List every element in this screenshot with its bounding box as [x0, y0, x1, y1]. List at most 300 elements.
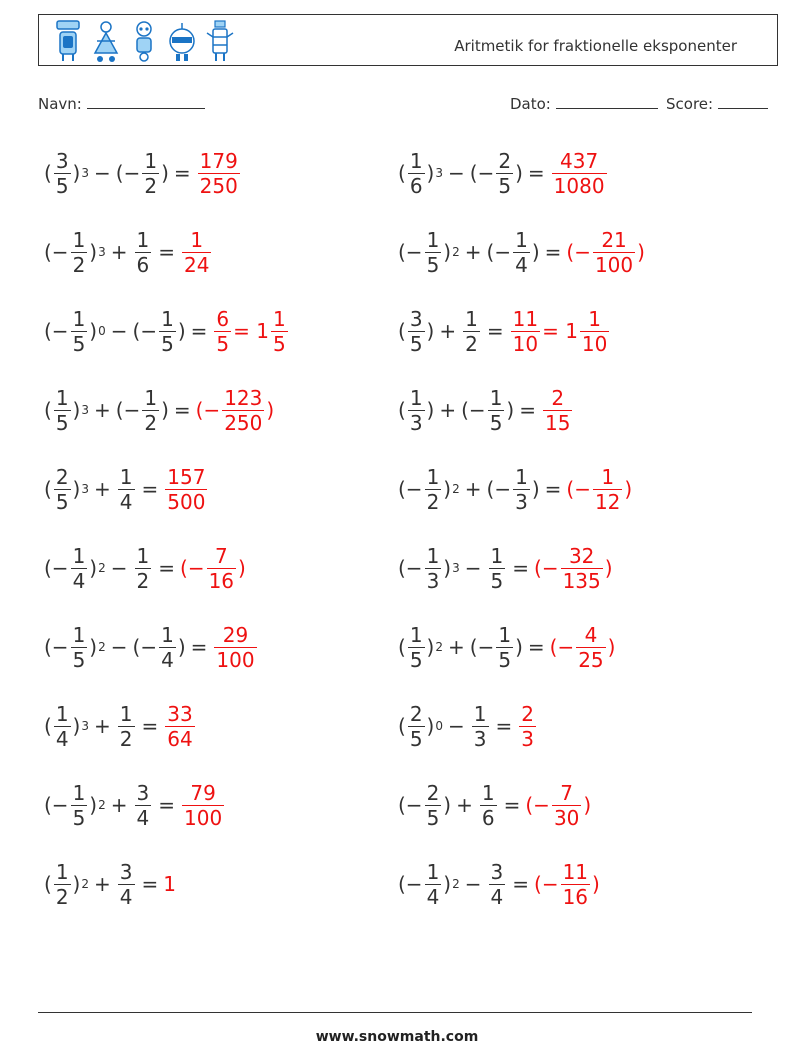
answer-fraction	[576, 622, 605, 672]
close-paren: )	[72, 477, 81, 501]
answer-fraction	[207, 543, 236, 593]
equals-sign: =	[544, 240, 562, 264]
exponent: 2	[452, 245, 460, 259]
numerator: 2	[55, 464, 69, 489]
close-paren: )	[426, 398, 435, 422]
term-b-fraction	[135, 227, 152, 277]
operator: +	[94, 872, 111, 896]
close-paren: )	[72, 161, 81, 185]
problem-19	[44, 854, 176, 914]
exponent: 3	[81, 719, 89, 733]
term-a-fraction	[425, 543, 442, 593]
answer	[195, 385, 275, 435]
open-paren: (−	[132, 319, 158, 343]
answer-fraction	[271, 306, 288, 356]
denominator: 6	[409, 173, 423, 198]
numerator: 3	[409, 306, 423, 331]
close-paren: )	[515, 635, 523, 659]
open-paren: (	[398, 319, 406, 343]
denominator: 4	[515, 252, 528, 277]
answer-text: )	[592, 872, 600, 896]
problem-11	[44, 538, 246, 598]
numerator: 1	[72, 622, 86, 647]
denominator: 100	[184, 805, 223, 830]
answer-fraction	[165, 701, 194, 751]
term-b-fraction	[118, 859, 135, 909]
denominator: 250	[199, 173, 238, 198]
numerator: 7	[560, 780, 574, 805]
term-a-fraction	[408, 385, 425, 435]
answer-text: )	[583, 793, 592, 817]
equals-sign: =	[512, 872, 530, 896]
open-paren: (	[44, 872, 52, 896]
header-box	[38, 14, 778, 66]
equals-sign: =	[141, 477, 159, 501]
answer	[180, 780, 226, 830]
denominator: 2	[55, 884, 69, 909]
denominator: 5	[409, 331, 423, 356]
problem-3	[44, 222, 213, 282]
answer-text: (−	[534, 872, 559, 896]
operator: +	[464, 477, 482, 501]
operator: +	[439, 319, 457, 343]
term-b-fraction	[513, 227, 530, 277]
numerator: 1	[473, 701, 487, 726]
numerator: 3	[55, 148, 69, 173]
answer	[566, 464, 633, 514]
denominator: 5	[72, 647, 86, 672]
operator: −	[110, 556, 128, 580]
numerator: 4	[584, 622, 598, 647]
answer-fraction	[182, 227, 211, 277]
answer	[534, 859, 600, 909]
denominator: 2	[119, 726, 133, 751]
close-paren: )	[443, 556, 452, 580]
denominator: 5	[426, 252, 440, 277]
numerator: 1	[72, 227, 86, 252]
open-paren: (−	[486, 477, 512, 501]
answer-text: )	[604, 556, 613, 580]
exponent: 3	[81, 403, 89, 417]
term-b-fraction	[118, 464, 135, 514]
exponent: 2	[98, 561, 106, 575]
denominator: 3	[515, 489, 528, 514]
denominator: 2	[426, 489, 440, 514]
problem-13	[44, 617, 259, 677]
operator: −	[94, 161, 111, 185]
problem-5	[44, 301, 290, 361]
close-paren: )	[161, 398, 169, 422]
denominator: 2	[72, 252, 86, 277]
close-paren: )	[177, 319, 186, 343]
numerator: 437	[560, 148, 599, 173]
denominator: 250	[224, 410, 263, 435]
exponent: 0	[98, 324, 106, 338]
term-b-fraction	[496, 148, 513, 198]
denominator: 5	[489, 410, 503, 435]
equals-sign: =	[486, 319, 504, 343]
answer-fraction	[593, 464, 622, 514]
term-a-fraction	[408, 148, 425, 198]
denominator: 24	[184, 252, 210, 277]
name-line[interactable]	[87, 94, 205, 109]
equals-sign: =	[527, 161, 545, 185]
operator: +	[464, 240, 482, 264]
denominator: 5	[272, 331, 286, 356]
term-a-fraction	[408, 701, 425, 751]
answer	[163, 872, 176, 896]
equals-sign: =	[512, 556, 530, 580]
numerator: 1	[72, 306, 86, 331]
numerator: 2	[498, 148, 512, 173]
denominator: 25	[578, 647, 604, 672]
operator: +	[94, 398, 111, 422]
answer	[541, 385, 574, 435]
numerator: 1	[489, 385, 503, 410]
operator: −	[448, 161, 465, 185]
numerator: 1	[161, 306, 174, 331]
worksheet-title: Aritmetik for fraktionelle eksponenter	[454, 37, 737, 55]
close-paren: )	[72, 872, 81, 896]
denominator: 5	[161, 331, 174, 356]
exponent: 2	[98, 640, 106, 654]
denominator: 2	[136, 568, 150, 593]
equals-sign: =	[141, 714, 159, 738]
problem-2	[398, 143, 609, 203]
exponent: 3	[81, 482, 89, 496]
term-b-fraction	[463, 306, 480, 356]
answer	[180, 227, 213, 277]
numerator: 11	[512, 306, 539, 331]
close-paren: )	[426, 635, 435, 659]
numerator: 1	[55, 859, 69, 884]
denominator: 4	[119, 489, 133, 514]
date-line[interactable]	[556, 94, 658, 109]
denominator: 5	[498, 173, 512, 198]
robot-icon-2	[91, 19, 121, 63]
close-paren: )	[443, 793, 452, 817]
denominator: 100	[216, 647, 255, 672]
denominator: 16	[562, 884, 589, 909]
exponent: 0	[435, 719, 443, 733]
open-paren: (−	[398, 872, 423, 896]
close-paren: )	[177, 635, 186, 659]
numerator: 157	[167, 464, 206, 489]
numerator: 1	[601, 464, 615, 489]
term-a-fraction	[425, 780, 442, 830]
denominator: 5	[55, 489, 69, 514]
numerator: 1	[515, 464, 528, 489]
operator: −	[464, 556, 482, 580]
problem-14	[398, 617, 615, 677]
close-paren: )	[89, 240, 98, 264]
numerator: 1	[119, 701, 133, 726]
answer	[549, 622, 616, 672]
numerator: 3	[490, 859, 504, 884]
denominator: 15	[545, 410, 571, 435]
term-a-fraction	[425, 227, 442, 277]
equals-sign: =	[503, 793, 521, 817]
answer	[517, 701, 538, 751]
term-b-fraction	[489, 859, 506, 909]
open-paren: (−	[461, 398, 486, 422]
open-paren: (	[44, 714, 52, 738]
close-paren: )	[426, 161, 435, 185]
close-paren: )	[89, 556, 98, 580]
numerator: 1	[72, 543, 86, 568]
exponent: 3	[435, 166, 443, 180]
score-label: Score:	[666, 95, 714, 113]
denominator: 5	[490, 568, 504, 593]
denominator: 3	[521, 726, 534, 751]
denominator: 3	[473, 726, 487, 751]
operator: −	[110, 319, 128, 343]
numerator: 1	[481, 780, 495, 805]
term-a-fraction	[408, 622, 425, 672]
numerator: 1	[55, 701, 69, 726]
exponent: 2	[98, 798, 106, 812]
numerator: 1	[55, 385, 69, 410]
close-paren: )	[161, 161, 169, 185]
numerator: 7	[214, 543, 228, 568]
problem-8	[398, 380, 574, 440]
close-paren: )	[426, 319, 435, 343]
denominator: 135	[562, 568, 601, 593]
name-label: Navn:	[38, 95, 82, 113]
answer-text: )	[266, 398, 275, 422]
numerator: 1	[409, 148, 423, 173]
denominator: 16	[208, 568, 235, 593]
operator: +	[94, 714, 111, 738]
open-paren: (−	[398, 477, 423, 501]
robot-icon-3	[129, 19, 159, 63]
answer-text: 1	[163, 872, 176, 896]
exponent: 3	[81, 166, 89, 180]
denominator: 5	[216, 331, 230, 356]
numerator: 2	[426, 780, 440, 805]
equals-sign: =	[495, 714, 513, 738]
operator: +	[448, 635, 465, 659]
answer-text: (−	[566, 240, 591, 264]
answer-fraction	[165, 464, 207, 514]
answer-fraction	[222, 385, 264, 435]
numerator: 33	[167, 701, 193, 726]
exponent: 2	[435, 640, 443, 654]
equals-sign: =	[158, 793, 176, 817]
score-field[interactable]	[666, 94, 768, 113]
numerator: 1	[190, 227, 204, 252]
term-b-fraction	[489, 543, 506, 593]
numerator: 32	[568, 543, 595, 568]
denominator: 2	[144, 410, 158, 435]
numerator: 1	[426, 859, 440, 884]
answer-text: )	[607, 635, 616, 659]
answer-fraction	[561, 859, 590, 909]
equals-sign: =	[141, 872, 159, 896]
problem-12	[398, 538, 613, 598]
close-paren: )	[426, 714, 435, 738]
date-field[interactable]	[510, 94, 658, 113]
answer	[509, 306, 612, 356]
numerator: 21	[601, 227, 627, 252]
problem-9	[44, 459, 209, 519]
denominator: 4	[72, 568, 86, 593]
operator: −	[110, 635, 128, 659]
robot-icon-4	[167, 19, 197, 63]
numerator: 11	[562, 859, 589, 884]
answer-text: (−	[566, 477, 591, 501]
answer	[212, 622, 258, 672]
open-paren: (−	[44, 319, 69, 343]
close-paren: )	[515, 161, 523, 185]
denominator: 4	[426, 884, 440, 909]
answer-fraction	[511, 306, 540, 356]
operator: −	[464, 872, 482, 896]
term-a-fraction	[408, 306, 425, 356]
answer-text: )	[238, 556, 246, 580]
numerator: 1	[409, 622, 423, 647]
open-paren: (−	[486, 240, 512, 264]
open-paren: (	[398, 398, 406, 422]
open-paren: (−	[469, 635, 495, 659]
close-paren: )	[72, 714, 81, 738]
equals-sign: =	[190, 319, 208, 343]
answer	[180, 543, 246, 593]
robot-icon-1	[53, 19, 83, 63]
answer	[566, 227, 645, 277]
answer-fraction	[593, 227, 635, 277]
answer-text: (−	[195, 398, 221, 422]
answer-text: (−	[180, 556, 205, 580]
exponent: 2	[81, 877, 89, 891]
numerator: 1	[515, 227, 528, 252]
open-paren: (	[398, 714, 406, 738]
numerator: 2	[409, 701, 423, 726]
problem-7	[44, 380, 274, 440]
denominator: 4	[161, 647, 174, 672]
denominator: 30	[553, 805, 580, 830]
answer-fraction	[580, 306, 609, 356]
term-a-fraction	[54, 464, 71, 514]
answer	[212, 306, 289, 356]
answer-fraction	[519, 701, 536, 751]
answer-text: )	[637, 240, 645, 264]
term-b-fraction	[135, 780, 152, 830]
numerator: 1	[588, 306, 602, 331]
term-b-fraction	[496, 622, 513, 672]
exponent: 2	[452, 482, 460, 496]
numerator: 2	[551, 385, 565, 410]
open-paren: (	[44, 477, 52, 501]
numerator: 1	[272, 306, 286, 331]
numerator: 1	[144, 385, 158, 410]
equals-sign: =	[190, 635, 208, 659]
answer	[163, 701, 196, 751]
term-a-fraction	[54, 385, 71, 435]
open-paren: (	[44, 161, 52, 185]
term-b-fraction	[142, 385, 159, 435]
denominator: 1080	[553, 173, 605, 198]
open-paren: (−	[469, 161, 495, 185]
term-a-fraction	[425, 859, 442, 909]
equals-sign: =	[173, 398, 191, 422]
answer-text: (−	[525, 793, 550, 817]
denominator: 5	[426, 805, 440, 830]
equals-sign: =	[527, 635, 545, 659]
answer-fraction	[214, 622, 256, 672]
operator: −	[448, 714, 465, 738]
operator: +	[110, 793, 128, 817]
numerator: 1	[409, 385, 423, 410]
numerator: 29	[222, 622, 249, 647]
numerator: 1	[490, 543, 504, 568]
operator: +	[110, 240, 128, 264]
equals-sign: =	[544, 477, 562, 501]
term-a-fraction	[54, 859, 71, 909]
score-line[interactable]	[718, 94, 768, 109]
denominator: 10	[512, 331, 539, 356]
denominator: 5	[72, 331, 86, 356]
numerator: 1	[119, 464, 133, 489]
denominator: 5	[498, 647, 512, 672]
term-b-fraction	[135, 543, 152, 593]
numerator: 2	[521, 701, 534, 726]
term-a-fraction	[71, 780, 88, 830]
name-field[interactable]	[38, 94, 205, 113]
close-paren: )	[89, 793, 98, 817]
open-paren: (−	[398, 556, 423, 580]
close-paren: )	[72, 398, 81, 422]
term-a-fraction	[71, 622, 88, 672]
footer-divider	[38, 1012, 752, 1013]
answer	[525, 780, 592, 830]
operator: +	[456, 793, 473, 817]
close-paren: )	[89, 319, 98, 343]
equals-sign: =	[519, 398, 536, 422]
numerator: 1	[426, 227, 440, 252]
numerator: 1	[161, 622, 174, 647]
denominator: 6	[481, 805, 495, 830]
close-paren: )	[531, 477, 540, 501]
denominator: 12	[594, 489, 621, 514]
close-paren: )	[506, 398, 515, 422]
close-paren: )	[531, 240, 540, 264]
date-label: Dato:	[510, 95, 551, 113]
numerator: 1	[72, 780, 86, 805]
problem-6	[398, 301, 611, 361]
robot-icons	[53, 19, 235, 63]
open-paren: (−	[44, 556, 69, 580]
denominator: 4	[55, 726, 69, 751]
close-paren: )	[443, 477, 452, 501]
problem-1	[44, 143, 242, 203]
term-b-fraction	[159, 622, 176, 672]
answer-fraction	[198, 148, 240, 198]
problem-10	[398, 459, 632, 519]
answer	[196, 148, 242, 198]
open-paren: (	[44, 398, 52, 422]
numerator: 3	[136, 780, 150, 805]
equals-sign: =	[173, 161, 191, 185]
open-paren: (	[398, 161, 406, 185]
denominator: 5	[409, 647, 423, 672]
answer-text: (−	[534, 556, 559, 580]
denominator: 4	[136, 805, 150, 830]
open-paren: (−	[44, 635, 69, 659]
denominator: 3	[409, 410, 423, 435]
answer-text: = 1	[233, 319, 269, 343]
equals-sign: =	[158, 556, 176, 580]
